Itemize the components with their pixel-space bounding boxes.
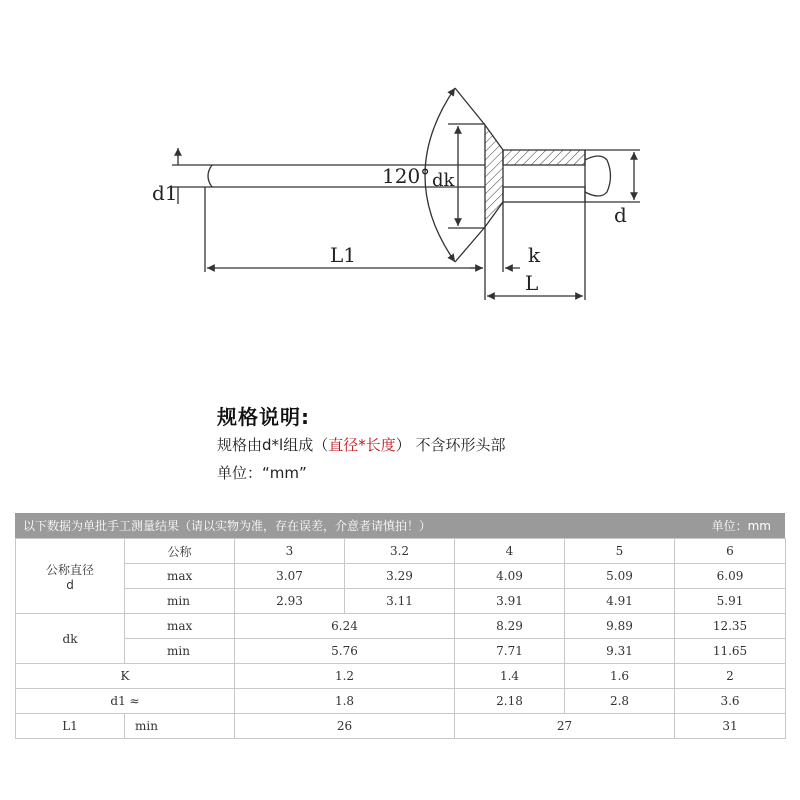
l1-cell: 27 xyxy=(455,714,675,739)
d-min-cell: 3.11 xyxy=(345,589,455,614)
rivet-head xyxy=(485,125,503,227)
size-cell: 3 xyxy=(235,539,345,564)
label-k: k xyxy=(528,243,541,267)
d-min-cell: 4.91 xyxy=(565,589,675,614)
table-row xyxy=(16,589,786,614)
table-row xyxy=(16,639,786,664)
dimension-table xyxy=(15,538,786,739)
table-row xyxy=(16,614,786,639)
label-angle: 120° xyxy=(382,164,431,188)
size-cell: 5 xyxy=(565,539,675,564)
spec-line-highlight: 直径*长度 xyxy=(328,436,396,454)
dk-min-cell: 9.31 xyxy=(565,639,675,664)
size-cell: 4 xyxy=(455,539,565,564)
k-cell: 1.2 xyxy=(235,664,455,689)
k-cell: 1.4 xyxy=(455,664,565,689)
d-max-cell: 4.09 xyxy=(455,564,565,589)
d-max-cell: 5.09 xyxy=(565,564,675,589)
table-row xyxy=(16,714,786,739)
d-min-cell: 2.93 xyxy=(235,589,345,614)
d1-cell: 2.18 xyxy=(455,689,565,714)
d-max-cell: 6.09 xyxy=(675,564,786,589)
d1-label: d1 ≈ xyxy=(16,689,235,714)
table-row xyxy=(16,664,786,689)
dk-label: dk xyxy=(16,614,125,664)
d-min-label: min xyxy=(125,589,235,614)
table-row xyxy=(16,689,786,714)
size-cell: 3.2 xyxy=(345,539,455,564)
table-row xyxy=(16,564,786,589)
label-L1: L1 xyxy=(330,243,357,267)
size-cell: 6 xyxy=(675,539,786,564)
dk-max-cell: 12.35 xyxy=(675,614,786,639)
dk-max-label: max xyxy=(125,614,235,639)
dk-max-cell: 9.89 xyxy=(565,614,675,639)
dk-min-cell: 11.65 xyxy=(675,639,786,664)
d1-cell: 2.8 xyxy=(565,689,675,714)
nominal-col-label: 公称 xyxy=(125,539,235,564)
nominal-diameter-label: 公称直径 d xyxy=(16,539,125,614)
d-min-cell: 5.91 xyxy=(675,589,786,614)
dk-min-cell: 5.76 xyxy=(235,639,455,664)
k-cell: 1.6 xyxy=(565,664,675,689)
spec-line-suffix: ） 不含环形头部 xyxy=(395,436,506,454)
d-max-cell: 3.29 xyxy=(345,564,455,589)
spec-line-prefix: 规格由d*l组成（ xyxy=(217,436,329,454)
spec-title: 规格说明: xyxy=(217,405,310,429)
dk-max-cell: 6.24 xyxy=(235,614,455,639)
d-min-cell: 3.91 xyxy=(455,589,565,614)
mandrel-head xyxy=(585,156,611,196)
rivet-diagram xyxy=(0,0,800,390)
spec-table xyxy=(15,513,785,739)
label-d: d xyxy=(614,203,627,227)
table-header-unit: 单位：mm xyxy=(711,519,771,533)
dk-min-label: min xyxy=(125,639,235,664)
k-cell: 2 xyxy=(675,664,786,689)
spec-description xyxy=(217,434,506,455)
label-d1: d1 xyxy=(152,181,178,205)
mandrel-tip xyxy=(208,165,212,187)
d1-cell: 3.6 xyxy=(675,689,786,714)
table-row xyxy=(16,539,786,564)
k-label: K xyxy=(16,664,235,689)
label-L: L xyxy=(525,271,539,295)
label-dk: dk xyxy=(432,170,455,191)
table-header xyxy=(15,513,785,538)
d1-cell: 1.8 xyxy=(235,689,455,714)
d-max-cell: 3.07 xyxy=(235,564,345,589)
l1-label: L1 xyxy=(16,714,125,739)
l1-cell: 31 xyxy=(675,714,786,739)
rivet-body-bottom xyxy=(503,187,585,202)
rivet-body-top xyxy=(503,150,585,165)
spec-unit: 单位：“mm” xyxy=(217,464,307,482)
dk-max-cell: 8.29 xyxy=(455,614,565,639)
l1-cell: 26 xyxy=(235,714,455,739)
dk-min-cell: 7.71 xyxy=(455,639,565,664)
d-max-label: max xyxy=(125,564,235,589)
l1-sub-label: min xyxy=(125,714,235,739)
table-header-note: 以下数据为单批手工测量结果（请以实物为准，存在误差，介意者请慎拍！） xyxy=(23,519,432,533)
